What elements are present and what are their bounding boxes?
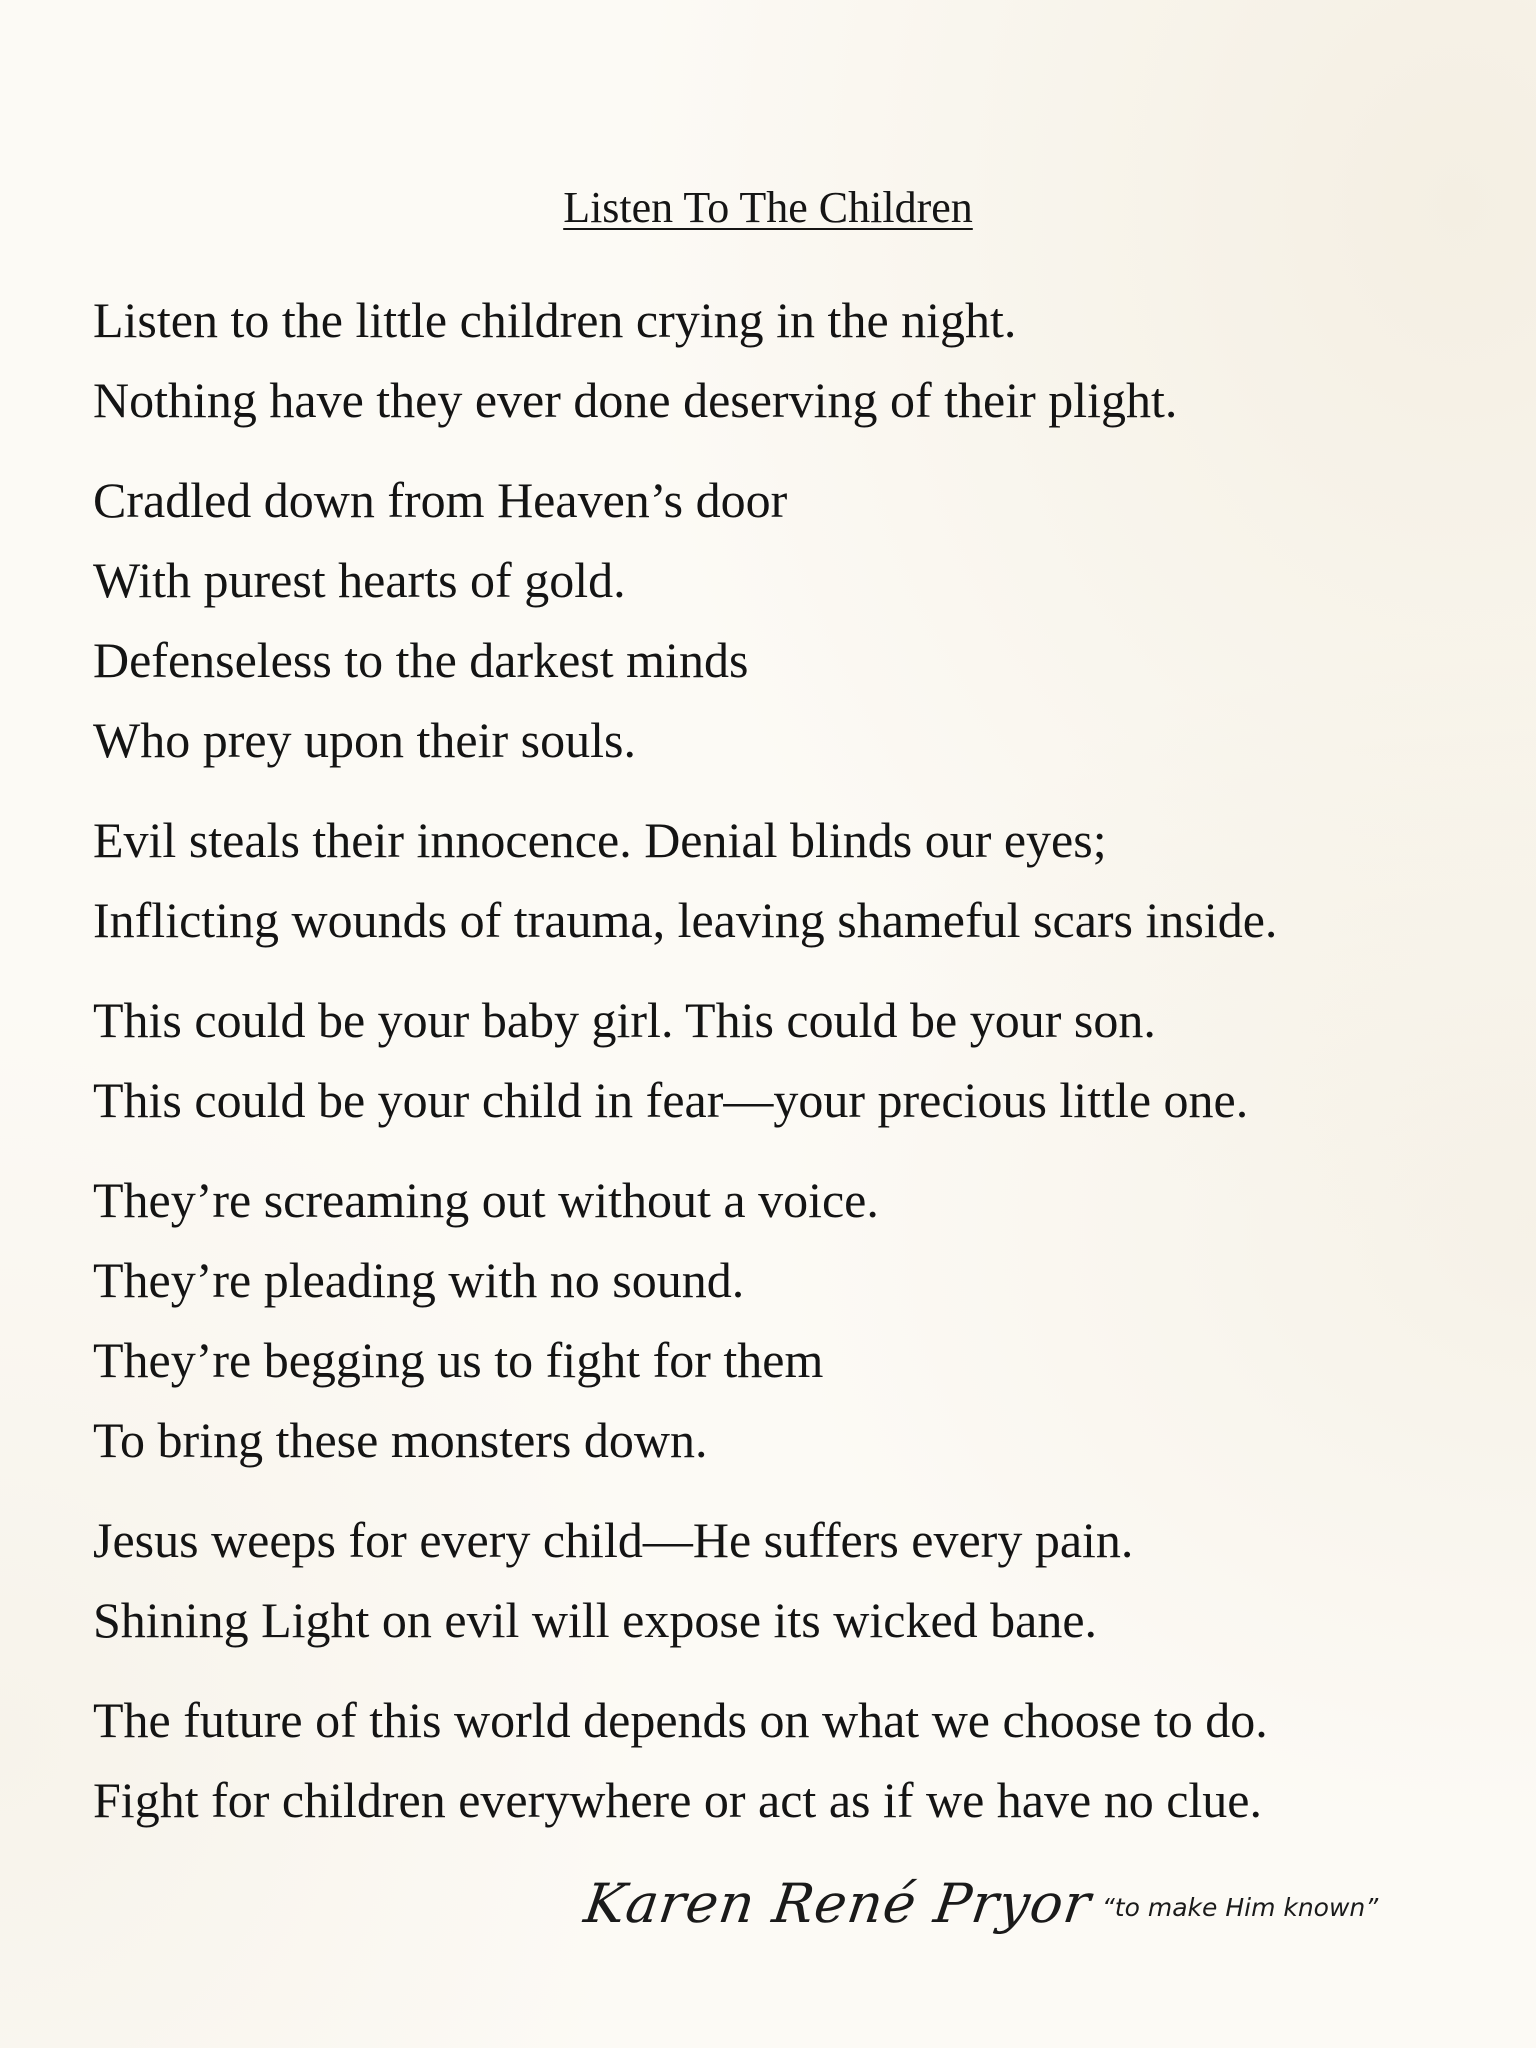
stanza-5 (93, 1160, 1513, 1480)
poem-line: The future of this world depends on what we choose to do. (93, 1692, 1268, 1748)
poem-body (93, 280, 1513, 1860)
poem-line: They’re pleading with no sound. (93, 1252, 745, 1308)
poem-line: Nothing have they ever done deserving of their plight. (93, 372, 1178, 428)
poem-line: This could be your child in fear—your precious little one. (93, 1072, 1249, 1128)
poem-line: To bring these monsters down. (93, 1412, 708, 1468)
poem-line: With purest hearts of gold. (93, 552, 626, 608)
poem-line: Listen to the little children crying in the night. (93, 292, 1017, 348)
author-signature (580, 1872, 1379, 1935)
poem-line: They’re screaming out without a voice. (93, 1172, 879, 1228)
poem-line: This could be your baby girl. This could be your son. (93, 992, 1156, 1048)
stanza-7 (93, 1680, 1513, 1840)
poem-line: They’re begging us to fight for them (93, 1332, 824, 1388)
stanza-3 (93, 800, 1513, 960)
poem-line: Inflicting wounds of trauma, leaving shameful scars inside. (93, 892, 1278, 948)
stanza-6 (93, 1500, 1513, 1660)
poem-line: Evil steals their innocence. Denial blinds our eyes; (93, 812, 1107, 868)
poem-line: Who prey upon their souls. (93, 712, 636, 768)
signature-motto: “to make Him known” (1101, 1893, 1379, 1922)
poem-title-container (0, 180, 1536, 236)
signature-name: Karen René Pryor (580, 1872, 1096, 1935)
poem-line: Fight for children everywhere or act as if we have no clue. (93, 1772, 1262, 1828)
poem-line: Shining Light on evil will expose its wicked bane. (93, 1592, 1098, 1648)
stanza-4 (93, 980, 1513, 1140)
stanza-2 (93, 460, 1513, 780)
poem-line: Defenseless to the darkest minds (93, 632, 749, 688)
stanza-1 (93, 280, 1513, 440)
poem-title: Listen To The Children (563, 183, 973, 232)
poem-line: Cradled down from Heaven’s door (93, 472, 788, 528)
poem-line: Jesus weeps for every child—He suffers every pain. (93, 1512, 1134, 1568)
